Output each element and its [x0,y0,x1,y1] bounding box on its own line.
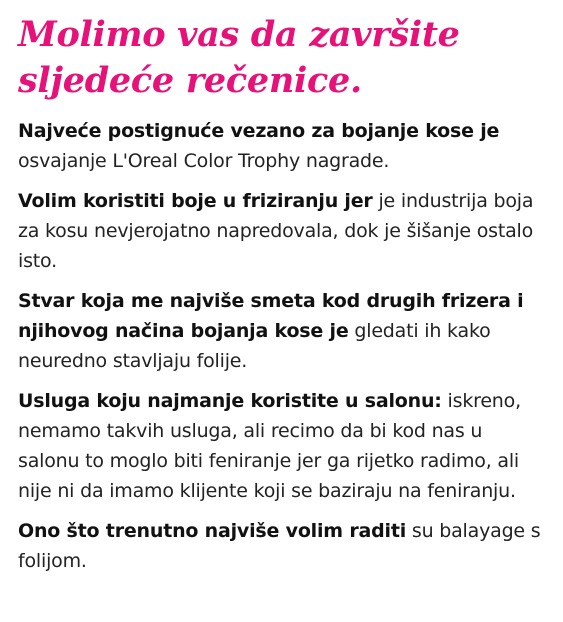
answer: iskreno, nemamo takvih usluga, ali recimo da bi kod nas u salonu to moglo biti feniranje jer ga rijetko radimo, ali nije ni da imamo klijente koji se baziraju na feniranju. [18,390,521,502]
question: Stvar koja me najviše smeta kod drugih frizera i njihovog načina bojanja kose je [18,290,524,342]
answer: je industrija boja za kosu nevjerojatno napredovala, dok je šišanje ostalo isto. [18,190,534,272]
qa-item [18,286,548,376]
qa-item [18,186,548,276]
title-line-1: Molimo vas da završite [18,14,460,55]
question: Najveće postignuće vezano za bojanje kose je [18,120,500,142]
qa-item [18,386,548,506]
answer: gledati ih kako neuredno stavljaju folije. [18,320,491,372]
question: Volim koristiti boje u friziranju jer [18,190,373,212]
answer: osvajanje L'Oreal Color Trophy nagrade. [18,150,390,172]
answer: su balayage s folijom. [18,520,541,572]
article [18,12,548,586]
question: Usluga koju najmanje koristite u salonu: [18,390,442,412]
question: Ono što trenutno najviše volim raditi [18,520,407,542]
qa-item [18,116,548,176]
title-line-2: sljedeće rečenice. [18,60,362,101]
page-title [18,12,548,104]
qa-item [18,516,548,576]
